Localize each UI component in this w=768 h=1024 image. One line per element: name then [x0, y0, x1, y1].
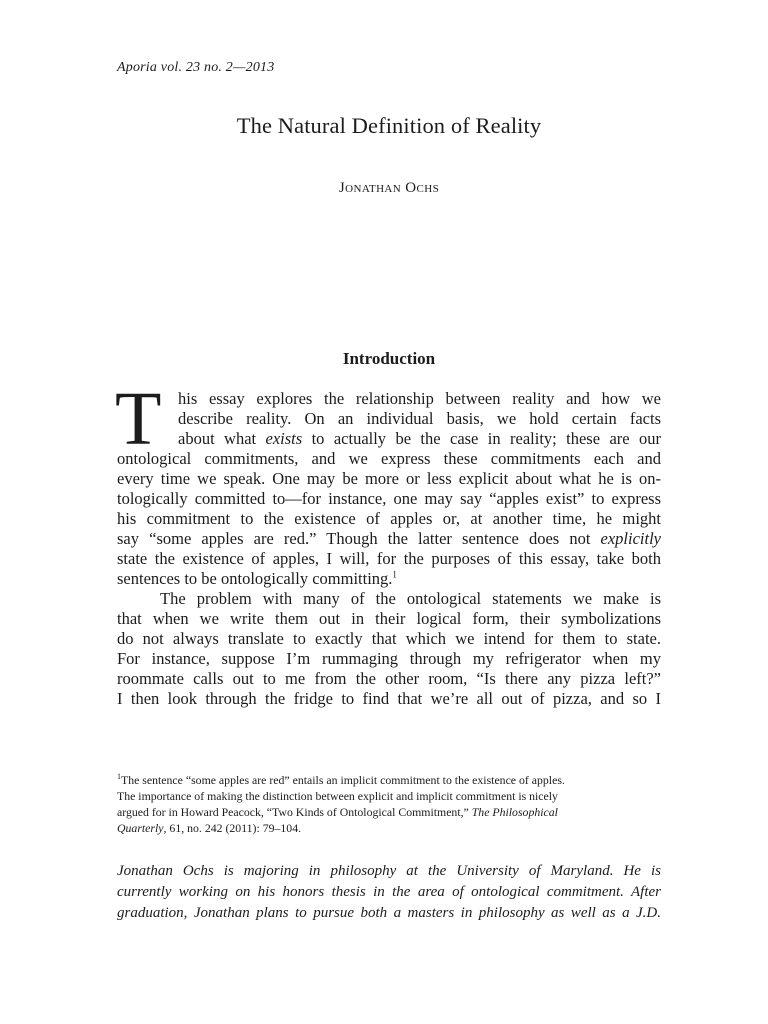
journal-citation: Aporia vol. 23 no. 2—2013 [117, 60, 275, 75]
body-line: describe reality. On an individual basis, we hold certain facts [178, 409, 661, 428]
body-line: his essay explores the relationship between reality and how we [178, 389, 661, 408]
footnote-line: $^1$The sentence “some apples are red” entails an implicit commitment to the existence of apples. [117, 772, 565, 787]
footnote-line: argued for in Howard Peacock, “Two Kinds of Ontological Commitment,” The Philosophical [117, 805, 558, 819]
body-line: do not always translate to exactly that which we intend for them to state. [117, 629, 661, 648]
body-line: ontological commitments, and we express these commitments each and [117, 449, 661, 468]
body-line: that when we write them out in their logical form, their symbolizations [117, 609, 661, 628]
body-line: state the existence of apples, I will, for the purposes of this essay, take both [117, 549, 661, 568]
article-body [115, 377, 661, 709]
footnote [117, 772, 657, 836]
section-heading: Introduction [342, 349, 436, 368]
body-line: say “some apples are red.” Though the latter sentence does not explicitly [117, 529, 661, 548]
body-line: roommate calls out to me from the other room, “Is there any pizza left?” [117, 669, 661, 688]
footnote-number: 1 [117, 772, 121, 782]
bio-line: graduation, Jonathan plans to pursue both a masters in philosophy as well as a J.D. [117, 905, 661, 921]
author-bio [117, 861, 661, 924]
body-line: The problem with many of the ontological statements we make is [160, 589, 661, 608]
body-line: tologically committed to—for instance, one may say “apples exist” to express [117, 489, 661, 508]
article-title: The Natural Definition of Reality [236, 113, 542, 138]
body-line: I then look through the fridge to find that we’re all out of pizza, and so I [117, 689, 661, 708]
footnote-line: The importance of making the distinction between explicit and implicit commitment is nicely [117, 789, 558, 803]
body-line: sentences to be ontologically committing.$^1$ [117, 569, 397, 588]
article-author: Jonathan Ochs [338, 180, 440, 196]
drop-cap: T [115, 377, 162, 461]
footnote-line: Quarterly, 61, no. 242 (2011): 79–104. [117, 821, 302, 835]
body-line: about what exists to actually be the case in reality; these are our [178, 429, 661, 448]
bio-line: Jonathan Ochs is majoring in philosophy at the University of Maryland. He is [117, 863, 661, 879]
body-line: every time we speak. One may be more or less explicit about what he is on- [117, 469, 661, 488]
body-line: his commitment to the existence of apples or, at another time, he might [117, 509, 661, 528]
body-line: For instance, suppose I’m rummaging through my refrigerator when my [117, 649, 661, 668]
bio-line: currently working on his honors thesis in the area of ontological commitment. After [117, 884, 661, 900]
footnote-reference: 1 [392, 569, 397, 580]
